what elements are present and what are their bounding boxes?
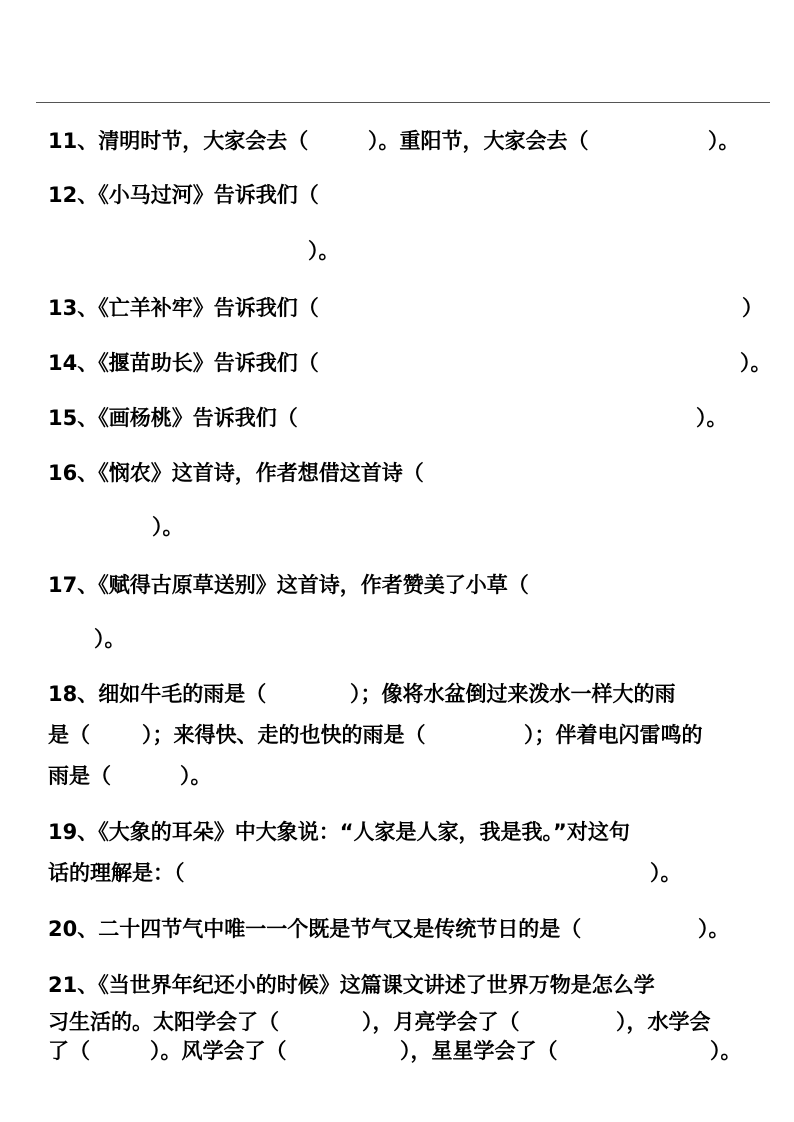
q21-line-1: 21、《当世界年纪还小的时候》这篇课文讲述了世界万物是怎么学 — [48, 973, 655, 997]
q16-line-1: 16、《悯农》这首诗，作者想借这首诗（ — [48, 461, 424, 485]
q17-line-1: 17、《赋得古原草送别》这首诗，作者赞美了小草（ — [48, 573, 529, 597]
q19-line-1: 19、《大象的耳朵》中大象说：“人家是人家，我是我。”对这句 — [48, 820, 630, 844]
q21-line-3a: 了（ — [48, 1039, 90, 1063]
q19-line-2b: ）。 — [650, 861, 682, 885]
q21-line-3c: ），星星学会了（ — [400, 1039, 558, 1063]
q18-line-3b: ）。 — [180, 764, 212, 788]
q12-line-2: ）。 — [308, 239, 340, 263]
q18-line-3a: 雨是（ — [48, 764, 111, 788]
q17-line-2: ）。 — [94, 627, 126, 651]
q21-line-3b: ）。风学会了（ — [150, 1039, 287, 1063]
q21-line-3d: ）。 — [710, 1039, 742, 1063]
q13-close: ） — [742, 296, 763, 320]
q18-line-2b: ）；来得快、走的也快的雨是（ — [142, 723, 426, 747]
q18-line-1b: ）；像将水盆倒过来泼水一样大的雨 — [350, 682, 676, 706]
q21-line-2c: ），水学会 — [616, 1010, 711, 1034]
q18-line-1a: 18、细如牛毛的雨是（ — [48, 682, 267, 706]
q16-line-2: ）。 — [152, 515, 184, 539]
header-divider — [36, 102, 770, 103]
q15-line-1: 15、《画杨桃》告诉我们（ — [48, 406, 298, 430]
q20-text-2: ）。 — [698, 917, 730, 941]
q11-text-1: 11、清明时节，大家会去（ — [48, 129, 309, 153]
q14-line-1: 14、《揠苗助长》告诉我们（ — [48, 351, 319, 375]
q21-line-2a: 习生活的。太阳学会了（ — [48, 1010, 279, 1034]
q18-line-2a: 是（ — [48, 723, 90, 747]
q12-line-1: 12、《小马过河》告诉我们（ — [48, 183, 319, 207]
q19-line-2a: 话的理解是：（ — [48, 861, 185, 885]
q15-close: ）。 — [696, 406, 728, 430]
q13-line-1: 13、《亡羊补牢》告诉我们（ — [48, 296, 319, 320]
q18-line-2c: ）；伴着电闪雷鸣的 — [524, 723, 703, 747]
q20-text-1: 20、二十四节气中唯一一个既是节气又是传统节日的是（ — [48, 917, 582, 941]
q21-line-2b: ），月亮学会了（ — [362, 1010, 520, 1034]
q14-close: ）。 — [740, 351, 772, 375]
q11-text-3: ）。 — [708, 129, 740, 153]
q11-text-2: ）。重阳节，大家会去（ — [368, 129, 589, 153]
